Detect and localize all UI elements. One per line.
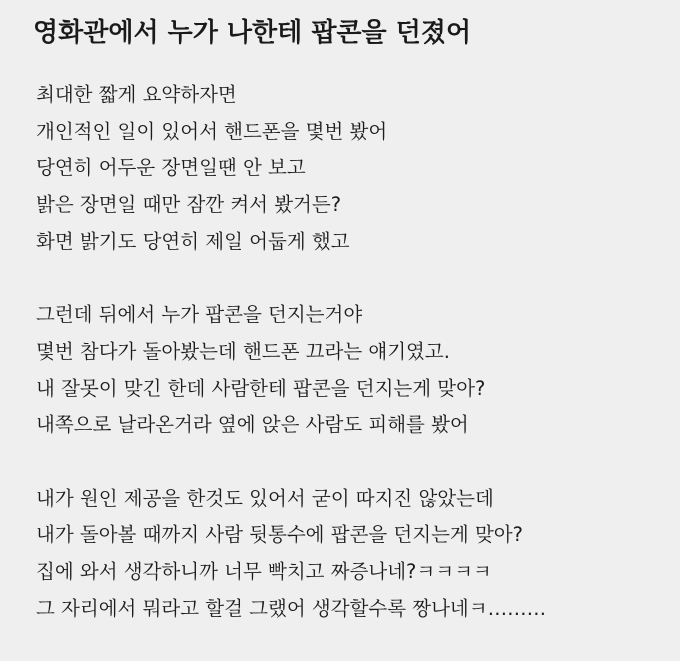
body-line: 밝은 장면일 때만 잠깐 켜서 봤거든?: [36, 193, 342, 217]
body-line: 그런데 뒤에서 누가 팝콘을 던지는거야: [36, 303, 363, 327]
body-line: 개인적인 일이 있어서 핸드폰을 몇번 봤어: [36, 119, 388, 143]
paragraph: [36, 481, 666, 628]
paragraph: [36, 77, 666, 260]
body-line: 당연히 어두운 장면일땐 안 보고: [36, 156, 306, 180]
paragraph: [36, 297, 666, 444]
post-title: 영화관에서 누가 나한테 팝콘을 던졌어: [33, 18, 472, 48]
body-line: 내 잘못이 맞긴 한데 사람한테 팝콘을 던지는게 맞아?: [36, 376, 486, 400]
body-line: 몇번 참다가 돌아봤는데 핸드폰 끄라는 얘기였고.: [36, 339, 450, 363]
body-line: 집에 와서 생각하니까 너무 빡치고 짜증나네?ㅋㅋㅋㅋ: [36, 559, 492, 583]
body-line: 최대한 짧게 요약하자면: [36, 83, 237, 106]
paragraph-gap: [36, 260, 666, 297]
paragraph-gap: [36, 444, 666, 481]
body-line: 내쪽으로 날라온거라 옆에 앉은 사람도 피해를 봤어: [36, 413, 469, 437]
body-line: 그 자리에서 뭐라고 할걸 그랬어 생각할수록 짱나네ㅋ………: [36, 596, 547, 620]
post-body: [36, 77, 666, 627]
body-line: 내가 돌아볼 때까지 사람 뒷통수에 팝콘을 던지는게 맞아?: [36, 523, 523, 547]
body-line: 내가 원인 제공을 한것도 있어서 굳이 따지진 않았는데: [36, 486, 494, 510]
body-line: 화면 밝기도 당연히 제일 어둡게 했고: [36, 229, 350, 253]
